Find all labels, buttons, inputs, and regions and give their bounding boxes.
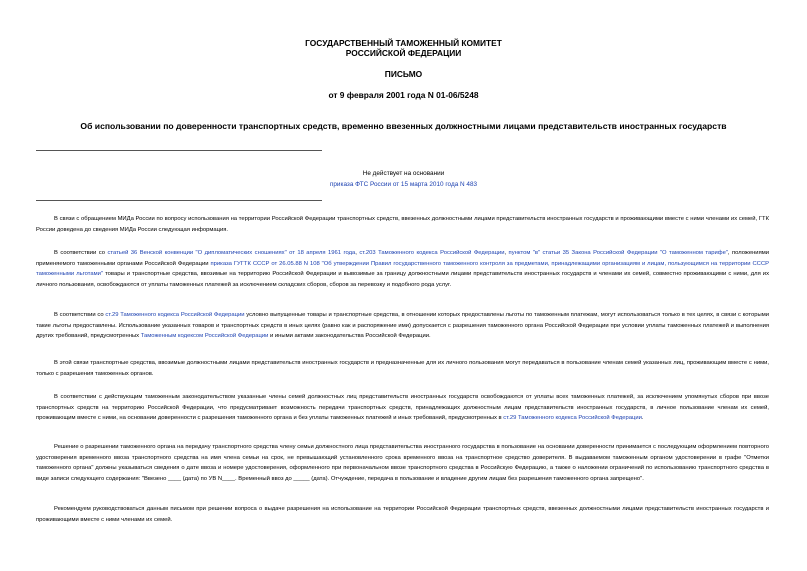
p3-text-1: В соответствии со: [54, 312, 106, 318]
p2-text-3: ,: [504, 250, 509, 256]
link-vienna-convention[interactable]: статьей 36 Венской конвенции "О дипломатических сношениях" от 18 апреля 1961 года: [107, 250, 356, 256]
document-subject: Об использовании по доверенности транспортных средств, временно ввезенных должностными лицами представительств иностранных государств: [80, 121, 727, 131]
p3-text-3: и иными актами законодательства Российской Федерации.: [268, 333, 431, 340]
paragraph-3: [36, 310, 769, 342]
status-link-wrap: [0, 180, 807, 189]
p2-text-4: , положениями применяемого таможенными органами Российской Федерации: [36, 250, 770, 267]
link-customs-code-art29-2[interactable]: ст.29 Таможенного кодекса Российской Федерации: [503, 415, 642, 422]
divider-top: [36, 150, 322, 151]
document-type: ПИСЬМО: [384, 69, 423, 79]
p5-text-2: .: [641, 415, 644, 422]
link-customs-code-art203[interactable]: ст.203 Таможенного кодекса Российской Федерации: [359, 250, 505, 256]
paragraph-7: Рекомендуем руководствоваться данным письмом при решении вопроса о выдаче разрешения на использование на территории Российской Федерации транспортных средств, ввезенных должностными лицами представительств иностранных государств и проживающими вместе с ними членами их семей.: [36, 506, 769, 523]
status-note: Не действует на основании: [362, 170, 445, 177]
p2-text-5: товары и транспортные средства, ввозимые на территорию Российской Федерации и вывозимые за границу должностными лицами представительств иностранных государств и членами их семей, совместно проживающими с ними, для их личного пользования, освобождаются от уплаты таможенных платежей за исключением складских сборов, сборов за перевозку и подобного рода услуг.: [36, 271, 769, 289]
p5-text-1: В соответствии с действующим таможенным законодательством указанные члены семей должностных лиц представительств иностранных государств освобождаются от уплаты всех таможенных платежей, за исключением упомянутых сборов при ввозе транспортных средств на территорию Российской Федерации, что предусматривает возможность передачи транспортных средств, принадлежащих должностным лицам представительств иностранных государств, в личное пользование членам их семей, проживающим вместе с ними, на основании доверенности с разрешения таможенного органа и без уплаты таможенных платежей и иных требований, предусмотренных в: [36, 394, 769, 422]
p2-text-1: В соответствии со: [54, 250, 108, 256]
status-link[interactable]: приказа ФТС России от 15 марта 2010 года N 483: [329, 181, 478, 188]
divider-bottom: [36, 200, 322, 201]
link-order-108[interactable]: приказа ГУГТК СССР от 26.05.88 N 108 "Об утверждении Правил государственного таможенного контроля за предметами, принадлежащими организациям и лицам, пользующимся на территории СССР таможенными льготами": [36, 260, 769, 278]
paragraph-6: Решение о разрешении таможенного органа на передачу транспортного средства члену семьи должностного лица представительства иностранного государства в пользование на основании доверенности принимается с последующим оформлением повторного удостоверения временного ввоза транспортного средства на имя члена семьи на срок, не превышающий установленного срока временного ввоза на транспортное средство доверителя. В выдаваемом таможенным органом удостоверении в графе "Отметки таможенного органа" должны указываться сведения о дате ввоза и номере удостоверения, оформленного при первоначальном ввозе транспортного средства в Российскую Федерацию, а также о наложении ограничений по использованию транспортного средства в виде записи следующего содержания: "Ввезено ____ (дата) по УВ N____. Временный ввоз до _____ (дата). Отчуждение, передача в пользование и владение другим лицам без разрешения таможенного органа запрещено".: [36, 444, 769, 483]
paragraph-4: В этой связи транспортные средства, ввозимые должностными лицами представительств иностранных государств и предназначенные для их личного пользования могут передаваться в пользование членам семей указанных лиц, проживающим вместе с ними, только с разрешения таможенных органов.: [36, 360, 769, 377]
paragraph-5: [36, 392, 769, 424]
link-customs-code-art29[interactable]: ст.29 Таможенного кодекса Российской Федерации: [105, 312, 245, 318]
link-customs-code[interactable]: Таможенным кодексом Российской Федерации: [140, 333, 269, 340]
link-tariff-law[interactable]: пунктом "в" статьи 35 Закона Российской Федерации "О таможенном тарифе": [508, 250, 728, 256]
paragraph-2: [36, 248, 769, 291]
p2-text-2: ,: [355, 250, 360, 256]
org-name-line2: РОССИЙСКОЙ ФЕДЕРАЦИИ: [345, 48, 462, 58]
document-date: от 9 февраля 2001 года N 01-06/5248: [328, 90, 479, 100]
p3-text-2: условно выпущенные товары и транспортные средства, в отношении которых предоставлены льготы по таможенным платежам, могут использоваться только в тех целях, в связи с которыми такие льготы предоставлены. Использование указанных товаров и транспортных средств в иных целях (равно как и распоряжение ими) допускается с разрешения таможенного органа Российской Федерации при условии уплаты таможенных платежей и выполнения других требований, предусмотренных: [36, 312, 769, 340]
paragraph-1: В связи с обращением МИДа России по вопросу использования на территории Российской Федерации транспортных средств, ввезенных должностными лицами представительств иностранных государств и проживающими вместе с ними членами их семей, ГТК России доведена до сведения МИДа России следующая информация.: [36, 216, 769, 233]
org-name-line1: ГОСУДАРСТВЕННЫЙ ТАМОЖЕННЫЙ КОМИТЕТ: [305, 38, 502, 48]
